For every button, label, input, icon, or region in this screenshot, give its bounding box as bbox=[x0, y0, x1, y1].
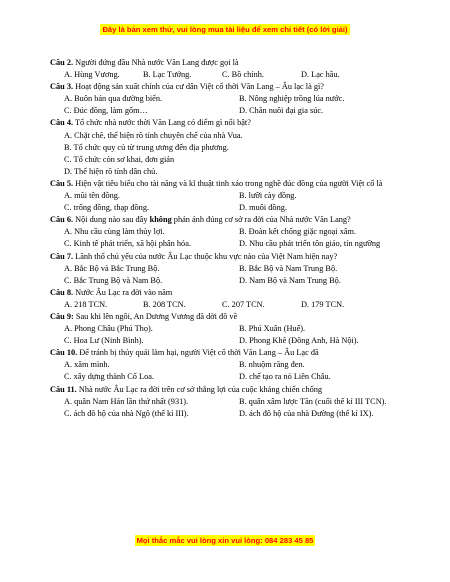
options-row bbox=[50, 396, 415, 408]
option-b: B. nhuộm răng đen. bbox=[239, 360, 305, 370]
option-c: C. Kinh tế phát triển, xã hội phân hóa. bbox=[64, 239, 191, 249]
options-row bbox=[50, 202, 415, 214]
options-row bbox=[50, 371, 415, 383]
question-label: Câu 7. bbox=[50, 251, 74, 261]
option-a: A. 218 TCN. bbox=[64, 299, 108, 309]
question-text: Hoạt động sản xuất chính của cư dân Việt cổ thời Văn Lang – Âu lạc là gì? bbox=[73, 82, 324, 92]
option-a: A. Chặt chẽ, thể hiện rõ tính chuyên chế của nhà Vua. bbox=[64, 130, 243, 140]
question-text: Nước Âu Lạc ra đời vào năm bbox=[73, 287, 173, 297]
option-c: C. Đúc đồng, làm gốm… bbox=[64, 106, 148, 116]
question-2 bbox=[50, 57, 415, 69]
contact-notice-banner bbox=[0, 536, 450, 545]
option-c: C. trống đồng, thạp đồng. bbox=[64, 203, 150, 213]
question-4 bbox=[50, 117, 415, 129]
option-b: B. Nông nghiệp trồng lúa nước. bbox=[239, 94, 345, 104]
question-label: Câu 3. bbox=[50, 82, 74, 92]
option-c: C. Tổ chức còn sơ khai, đơn giản bbox=[64, 154, 175, 164]
option-b: B. lưỡi cày đồng. bbox=[239, 191, 297, 201]
option-d: D. Nam Bộ và Nam Trung Bộ. bbox=[239, 275, 341, 285]
option-b: B. Lạc Tướng. bbox=[143, 70, 192, 80]
option-d: D. Thể hiện rõ tính dân chủ. bbox=[64, 166, 158, 176]
question-8 bbox=[50, 287, 415, 299]
question-7 bbox=[50, 251, 415, 263]
option-a: A. mũi tên đồng. bbox=[64, 191, 120, 201]
question-6 bbox=[50, 214, 415, 226]
options-row bbox=[50, 69, 415, 81]
option-b: B. Bắc Bộ và Nam Trung Bộ. bbox=[239, 263, 338, 273]
question-label: Câu 6. bbox=[50, 215, 74, 225]
question-label: Câu 11. bbox=[50, 384, 77, 394]
question-text: Nội dung nào sau đây bbox=[73, 215, 150, 225]
option-d: D. 179 TCN. bbox=[301, 299, 345, 309]
options-row bbox=[50, 275, 415, 287]
options-row bbox=[50, 226, 415, 238]
question-label: Câu 2. bbox=[50, 58, 74, 67]
option-b: B. quân xâm lược Tần (cuối thế kỉ III TCN). bbox=[239, 396, 387, 406]
question-text: Để tránh bị thủy quái làm hại, người Việt cổ thời Văn Lang – Âu Lạc đã bbox=[77, 348, 319, 358]
option-a: A. Nhu cầu cùng làm thủy lợi. bbox=[64, 227, 165, 237]
options-row bbox=[50, 359, 415, 371]
option-d: D. Phong Khê (Đông Anh, Hà Nội). bbox=[239, 336, 359, 346]
question-label: Câu 4. bbox=[50, 118, 74, 128]
question-text: Tổ chức nhà nước thời Văn Lang có điểm gì nổi bật? bbox=[73, 118, 251, 128]
option-c: C. ách đô hộ của nhà Ngô (thế kỉ III). bbox=[64, 408, 189, 418]
option-c: C. Hoa Lư (Ninh Bình). bbox=[64, 336, 144, 346]
options-row bbox=[50, 263, 415, 275]
question-label: Câu 5. bbox=[50, 178, 74, 188]
option-b: B. Đoàn kết chống giặc ngoại xâm. bbox=[239, 227, 357, 237]
option-a: A. Bắc Bộ và Bắc Trung Bộ. bbox=[64, 263, 160, 273]
contact-notice-text: Mọi thắc mắc vui lòng xin vui lòng: 084 283 45 85 bbox=[136, 536, 314, 545]
question-text: Lãnh thổ chủ yếu của nước Âu Lạc thuộc khu vực nào của Việt Nam hiện nay? bbox=[73, 251, 338, 261]
question-10 bbox=[50, 347, 415, 359]
question-text: Người đứng đầu Nhà nước Văn Lang được gọi là bbox=[73, 58, 239, 67]
options-row bbox=[50, 299, 415, 311]
option-d: D. Chăn nuôi đại gia súc. bbox=[239, 106, 324, 116]
options-row bbox=[50, 323, 415, 335]
option-d: D. ách đô hộ của nhà Đường (thế kỉ IX). bbox=[239, 408, 374, 418]
option-c: C. Bồ chính. bbox=[222, 70, 264, 80]
emphasis-word: không bbox=[149, 215, 172, 225]
option-d: D. Lạc hầu. bbox=[301, 70, 340, 80]
option-c: C. xây dựng thành Cổ Loa. bbox=[64, 372, 154, 382]
option-d: D. Nhu cầu phát triển tôn giáo, tín ngưỡng bbox=[239, 239, 381, 249]
option-c: C. Bắc Trung Bộ và Nam Bộ. bbox=[64, 275, 163, 285]
question-5 bbox=[50, 178, 415, 190]
options-row bbox=[50, 93, 415, 105]
preview-notice-banner bbox=[0, 25, 450, 34]
option-b: B. Tổ chức quy củ từ trung ương đến địa phương. bbox=[64, 142, 229, 152]
question-label: Câu 9: bbox=[50, 311, 74, 321]
option-d: D. chế tạo ra nỏ Liên Châu. bbox=[239, 372, 331, 382]
options-row bbox=[50, 335, 415, 347]
options-row bbox=[50, 105, 415, 117]
preview-notice-text: Đây là bản xem thử, vui lòng mua tài liệu để xem chi tiết (có lời giải) bbox=[102, 25, 348, 34]
options-row bbox=[50, 190, 415, 202]
option-a: A. Hùng Vương. bbox=[64, 70, 120, 80]
question-label: Câu 10. bbox=[50, 348, 78, 358]
option-b: B. 208 TCN. bbox=[143, 299, 186, 309]
option-d: D. muôi đồng. bbox=[239, 203, 287, 213]
options-row bbox=[50, 408, 415, 420]
question-text: Hiện vật tiêu biểu cho tài năng và kĩ thuật tinh xảo trong nghề đúc đồng của người Việt cổ là bbox=[73, 178, 383, 188]
option-a: A. quân Nam Hán lần thứ nhất (931). bbox=[64, 396, 189, 406]
options-row bbox=[50, 238, 415, 250]
option-a: A. Phong Châu (Phú Thọ). bbox=[64, 324, 153, 334]
question-label: Câu 8. bbox=[50, 287, 74, 297]
question-list bbox=[50, 57, 415, 420]
question-text: Sau khi lên ngôi, An Dương Vương đã dời đô về bbox=[73, 311, 238, 321]
option-a: A. xăm mình. bbox=[64, 360, 110, 370]
question-11 bbox=[50, 384, 415, 396]
question-3 bbox=[50, 81, 415, 93]
option-c: C. 207 TCN. bbox=[222, 299, 265, 309]
question-9 bbox=[50, 311, 415, 323]
option-a: A. Buôn bán qua đường biển. bbox=[64, 94, 163, 104]
option-b: B. Phú Xuân (Huế). bbox=[239, 324, 306, 334]
question-text-end: phản ánh đúng cơ sở ra đời của Nhà nước Văn Lang? bbox=[171, 215, 351, 225]
question-text: Nhà nước Âu Lạc ra đời trên cơ sở thắng lợi của cuộc kháng chiến chống bbox=[76, 384, 323, 394]
